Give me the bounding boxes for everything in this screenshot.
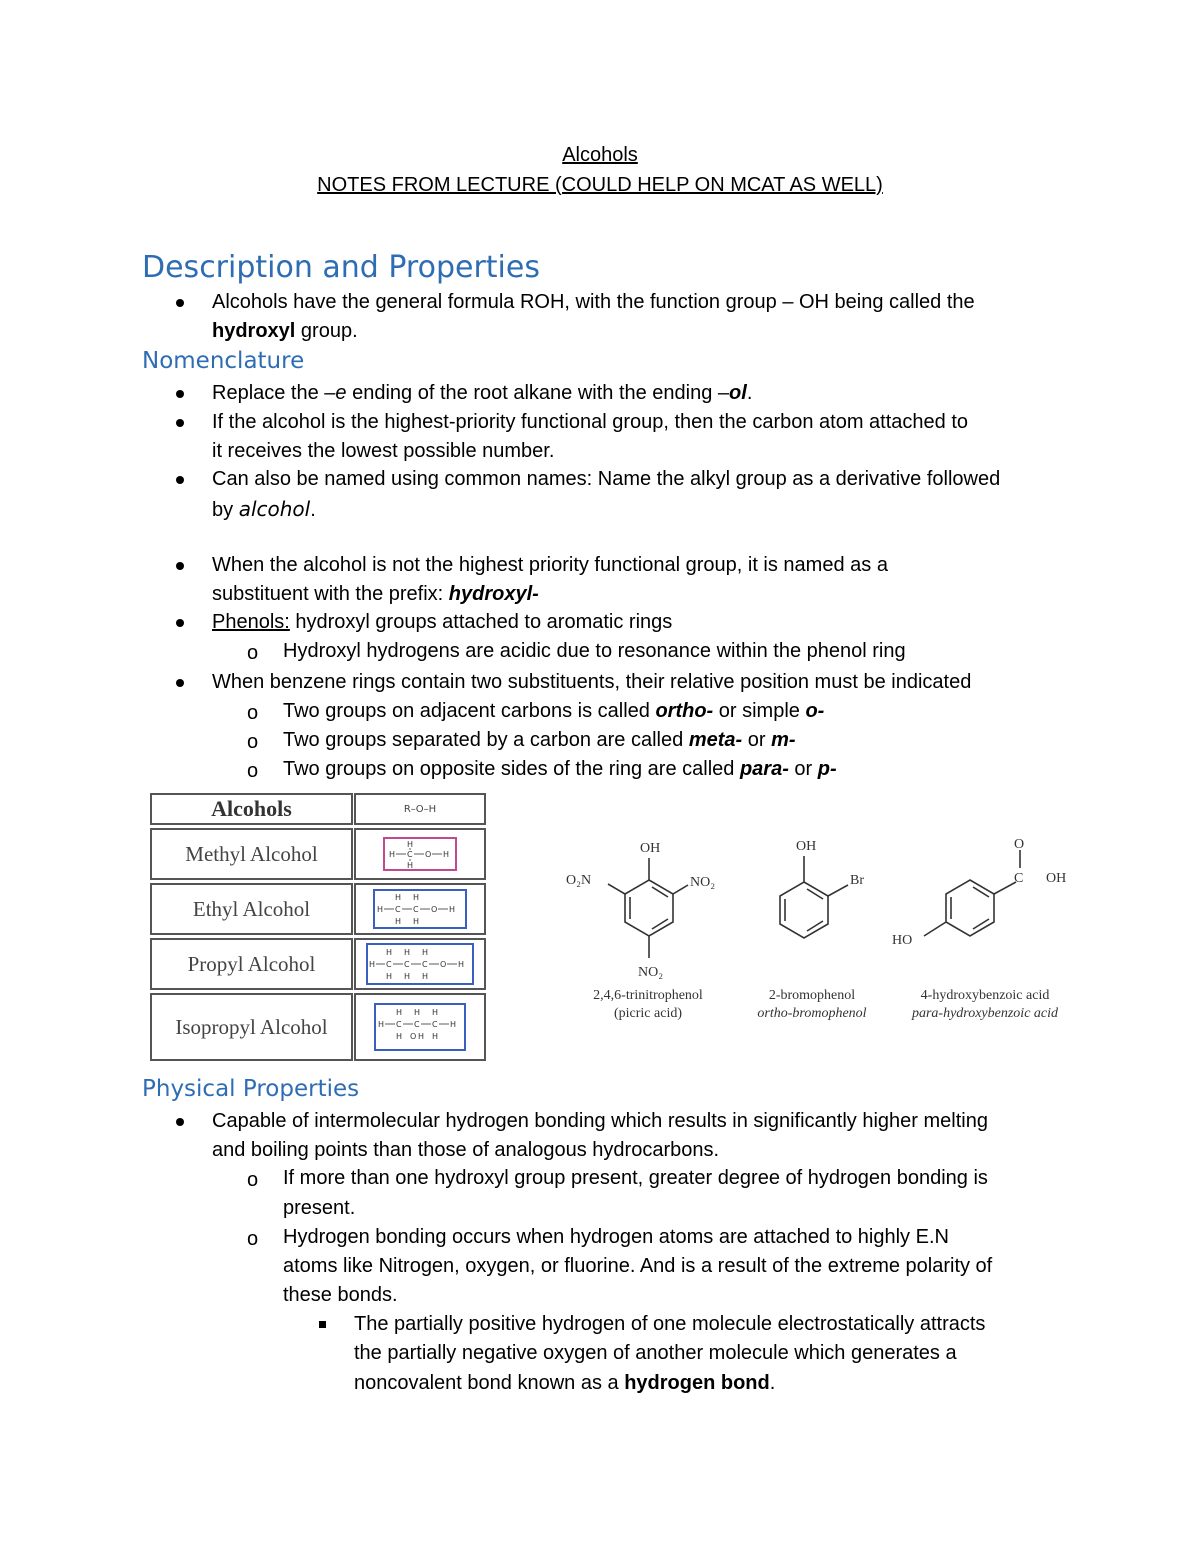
heading-nomenclature: Nomenclature xyxy=(142,348,305,374)
text-span: noncovalent bond known as a xyxy=(354,1372,625,1394)
desc-bullet-1-line-1: Alcohols have the general formula ROH, with the function group – OH being called the xyxy=(212,291,975,313)
nom-bullet-2-line-2: it receives the lowest possible number. xyxy=(212,440,555,462)
nom-bullet-6-sub-1 xyxy=(283,697,824,726)
svg-text:C: C xyxy=(386,960,392,969)
document-title: Alcohols xyxy=(562,144,638,166)
phys-bullet-1-line-1: Capable of intermolecular hydrogen bonding which results in significantly higher melting xyxy=(212,1110,988,1132)
structures-svg xyxy=(560,830,1080,980)
s3-name: 4-hydroxybenzoic acid xyxy=(920,988,1050,1003)
svg-text:H: H xyxy=(395,917,402,926)
bullet-dot xyxy=(176,476,184,484)
svg-text:H: H xyxy=(449,905,456,914)
nom-bullet-6-sub-3 xyxy=(283,755,837,784)
svg-text:C: C xyxy=(414,1020,420,1029)
bullet-dot xyxy=(176,419,184,427)
s1-left-label: O₂N xyxy=(566,873,592,888)
s3-o-label: O xyxy=(1014,837,1025,852)
text-span: . xyxy=(746,382,753,404)
text-span: alcohol xyxy=(238,497,311,521)
nom-bullet-5 xyxy=(212,608,672,637)
svg-text:H: H xyxy=(407,861,414,870)
s1-right-label: NO₂ xyxy=(690,875,716,890)
nom-bullet-1 xyxy=(212,379,752,408)
nom-bullet-2-line-1: If the alcohol is the highest-priority functional group, then the carbon atom attached to xyxy=(212,411,969,433)
svg-text:O: O xyxy=(425,850,432,859)
bullet-dot xyxy=(176,390,184,398)
text-span: Two groups separated by a carbon are called xyxy=(283,729,689,751)
svg-text:H: H xyxy=(443,850,450,859)
text-span: Two groups on adjacent carbons is called xyxy=(283,700,656,722)
svg-text:O: O xyxy=(440,960,447,969)
bullet-circle: o xyxy=(247,1169,259,1191)
ethyl-structure xyxy=(354,883,486,935)
svg-text:O: O xyxy=(410,1032,417,1041)
phys-sub-1-line-1: If more than one hydroxyl group present, greater degree of hydrogen bonding is xyxy=(283,1167,988,1189)
svg-text:H: H xyxy=(458,960,465,969)
bullet-circle: o xyxy=(247,1228,259,1250)
phys-sub-2-line-2: atoms like Nitrogen, oxygen, or fluorine. And is a result of the extreme polarity of xyxy=(283,1255,993,1277)
svg-text:H: H xyxy=(396,1008,403,1017)
s2-common-name: ortho-bromophenol xyxy=(757,1006,867,1021)
text-span: or xyxy=(742,729,772,751)
nom-bullet-6: When benzene rings contain two substituents, their relative position must be indicated xyxy=(212,671,972,693)
table-row-propyl: Propyl Alcohol xyxy=(150,938,353,990)
text-span: p- xyxy=(817,758,837,780)
text-span: m- xyxy=(771,729,796,751)
text-span: ortho- xyxy=(655,700,714,722)
nom-bullet-4-line-1: When the alcohol is not the highest priority functional group, it is named as a xyxy=(212,554,888,576)
svg-text:H: H xyxy=(418,1032,425,1041)
text-span: e xyxy=(335,382,347,404)
bullet-dot xyxy=(176,1118,184,1126)
svg-text:H: H xyxy=(389,850,396,859)
svg-text:H: H xyxy=(404,948,411,957)
text-span: group. xyxy=(295,320,358,342)
isopropyl-structure-svg xyxy=(374,1003,466,1051)
svg-text:H: H xyxy=(377,905,384,914)
table-row-ethyl: Ethyl Alcohol xyxy=(150,883,353,935)
s3-oh-label: OH xyxy=(1046,871,1067,886)
methyl-structure xyxy=(354,828,486,880)
bullet-circle: o xyxy=(247,760,259,782)
bullet-square xyxy=(319,1321,326,1328)
nom-bullet-5-sub-1: Hydroxyl hydrogens are acidic due to resonance within the phenol ring xyxy=(283,640,906,662)
text-span: meta- xyxy=(688,729,743,751)
svg-text:C: C xyxy=(396,1020,402,1029)
propyl-structure xyxy=(354,938,486,990)
svg-text:C: C xyxy=(422,960,428,969)
svg-text:H: H xyxy=(422,972,429,981)
table-header: Alcohols xyxy=(150,793,353,825)
svg-text:H: H xyxy=(396,1032,403,1041)
svg-text:H: H xyxy=(413,917,420,926)
text-span: hydroxyl groups attached to aromatic rings xyxy=(289,611,673,633)
nom-bullet-6-sub-2 xyxy=(283,726,796,755)
phys-sub-2-line-1: Hydrogen bonding occurs when hydrogen atoms are attached to highly E.N xyxy=(283,1226,949,1248)
text-span: Replace the – xyxy=(212,382,336,404)
heading-physical-properties: Physical Properties xyxy=(142,1076,360,1102)
s1-oh-label: OH xyxy=(640,841,661,856)
bullet-dot xyxy=(176,679,184,687)
bullet-dot xyxy=(176,619,184,627)
term-hydroxyl: hydroxyl xyxy=(212,320,296,342)
svg-text:C: C xyxy=(413,905,419,914)
svg-text:C: C xyxy=(404,960,410,969)
svg-text:C: C xyxy=(432,1020,438,1029)
s1-common-name: (picric acid) xyxy=(613,1006,682,1021)
text-span: o- xyxy=(805,700,825,722)
text-span: Phenols: xyxy=(212,611,290,633)
s1-name: 2,4,6-trinitrophenol xyxy=(593,988,703,1003)
phys-tertiary-line-1: The partially positive hydrogen of one molecule electrostatically attracts xyxy=(354,1313,986,1335)
bullet-circle: o xyxy=(247,731,259,753)
propyl-structure-svg xyxy=(366,943,474,985)
svg-text:H: H xyxy=(395,893,402,902)
svg-text:H: H xyxy=(422,948,429,957)
nom-bullet-3-line-1: Can also be named using common names: Name the alkyl group as a derivative followed xyxy=(212,468,1001,490)
svg-text:H: H xyxy=(386,972,393,981)
phys-sub-2-line-3: these bonds. xyxy=(283,1284,398,1306)
svg-text:H: H xyxy=(378,1020,385,1029)
svg-text:H: H xyxy=(413,893,420,902)
bullet-dot xyxy=(176,562,184,570)
s2-oh-label: OH xyxy=(796,839,817,854)
bullet-circle: o xyxy=(247,642,259,664)
s3-c-label: C xyxy=(1014,871,1024,886)
phys-tertiary-line-3 xyxy=(354,1369,775,1398)
svg-text:C: C xyxy=(407,850,413,859)
text-span: hydroxyl- xyxy=(448,583,539,605)
text-span: by xyxy=(212,499,239,521)
term-hydrogen-bond: hydrogen bond xyxy=(624,1372,770,1394)
text-span: . xyxy=(310,499,316,521)
phenol-structures-figure xyxy=(560,830,1080,1030)
svg-text:H: H xyxy=(369,960,376,969)
document-subtitle: NOTES FROM LECTURE (COULD HELP ON MCAT AS WELL) xyxy=(317,174,883,196)
phys-bullet-1-line-2: and boiling points than those of analogous hydrocarbons. xyxy=(212,1139,720,1161)
ethyl-structure-svg xyxy=(373,889,467,929)
isopropyl-structure xyxy=(354,993,486,1061)
svg-text:H: H xyxy=(414,1008,421,1017)
text-span: or xyxy=(788,758,818,780)
s1-bottom-label: NO₂ xyxy=(638,965,664,980)
svg-text:H: H xyxy=(407,840,414,849)
text-span: ending of the root alkane with the ending – xyxy=(346,382,730,404)
text-span: Two groups on opposite sides of the ring are called xyxy=(283,758,740,780)
svg-text:H: H xyxy=(450,1020,457,1029)
nom-bullet-4-line-2 xyxy=(212,580,539,609)
text-span: ol xyxy=(729,382,747,404)
svg-text:C: C xyxy=(395,905,401,914)
table-header-formula: R–O–H xyxy=(354,793,486,825)
alcohol-table-figure xyxy=(150,793,486,1061)
bullet-dot xyxy=(176,299,184,307)
phys-sub-1-line-2: present. xyxy=(283,1197,356,1219)
text-span: substituent with the prefix: xyxy=(212,583,449,605)
phys-tertiary-line-2: the partially negative oxygen of another molecule which generates a xyxy=(354,1342,957,1364)
bullet-circle: o xyxy=(247,702,259,724)
svg-text:H: H xyxy=(386,948,393,957)
svg-text:H: H xyxy=(404,972,411,981)
desc-bullet-1-line-2 xyxy=(212,317,358,346)
s3-ho-label: HO xyxy=(892,933,913,948)
text-span: or simple xyxy=(713,700,806,722)
methyl-structure-svg xyxy=(383,837,457,871)
table-row-methyl: Methyl Alcohol xyxy=(150,828,353,880)
s2-br-label: Br xyxy=(850,873,864,888)
svg-text:H: H xyxy=(432,1032,439,1041)
s2-name: 2-bromophenol xyxy=(768,988,856,1003)
heading-description: Description and Properties xyxy=(142,250,540,285)
text-span: para- xyxy=(739,758,789,780)
nom-bullet-3-line-2 xyxy=(212,495,316,525)
svg-text:O: O xyxy=(431,905,438,914)
text-span: . xyxy=(769,1372,776,1394)
table-row-isopropyl: Isopropyl Alcohol xyxy=(150,993,353,1061)
s3-common-name: para-hydroxybenzoic acid xyxy=(911,1006,1059,1021)
svg-text:H: H xyxy=(432,1008,439,1017)
